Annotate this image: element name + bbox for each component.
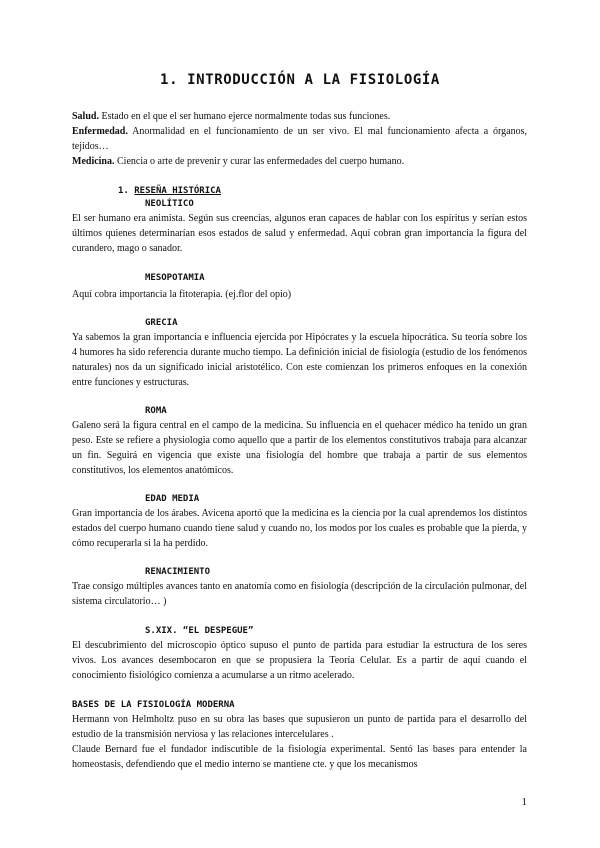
page-number: 1	[521, 796, 527, 808]
definition-text: Estado en el que el ser humano ejerce normalmente todas sus funciones.	[98, 111, 391, 122]
period-text-roma: Galeno será la figura central en el campo de la medicina. Su influencia en el quehacer médico ha tenido un gran peso. Este se refiere a physiologia como aquello que a partir de los elementos constitutivos trabaja para alcanzar un fin. Seguirá en vigencia que existe una fisiología del hombre que trabaja a partir de sus elementos constitutivos, los elementos anatómicos.	[72, 420, 527, 476]
definition-term: Medicina.	[72, 156, 115, 167]
period-text-grecia: Ya sabemos la gran importancia e influencia ejercida por Hipócrates y la escuela hipocrática. Su teoría sobre los 4 humores ha sido referencia durante mucho tiempo. La definición inicial de fisiología (estudio de los fenómenos naturales) nos da un significado inicial aristotélico. Con este comienzan los primeros enfoques en la conexión entre funciones y estructuras.	[72, 332, 527, 388]
period-text-neolitico: El ser humano era animista. Según sus creencias, algunos eran capaces de hablar con los espíritus y serían estos últimos quienes determinarían esos estados de salud y enfermedad. Aquí cobran gran importancia la figura del curandero, mago o sanador.	[72, 213, 527, 254]
period-text-edad-media: Gran importancia de los árabes. Avicena aportó que la medicina es la ciencia por la cual aprendemos los distintos estados del cuerpo humano cuando tiene salud y cuando no, los modos por los cuales es probable que la pierda, y cómo recuperarla si la ha perdido.	[72, 508, 527, 549]
period-heading-roma: ROMA	[145, 406, 167, 416]
period-text-sxix: El descubrimiento del microscopio óptico supuso el punto de partida para estudiar la estructura de los seres vivos. Los avances desembocaron en que se propusiera la Teoría Celular. Es a partir de aquí cuando el conocimiento fisiológico comienza a acumularse a un ritmo acelerado.	[72, 640, 527, 681]
modern-heading: BASES DE LA FISIOLOGÍA MODERNA	[72, 700, 235, 710]
page-title: 1. INTRODUCCIÓN A LA FISIOLOGÍA	[160, 72, 440, 88]
section-number: 1.	[118, 186, 129, 196]
definition-enfermedad	[72, 124, 527, 154]
period-heading-edad-media: EDAD MEDIA	[145, 494, 200, 504]
definition-term: Salud.	[72, 111, 99, 122]
period-heading-neolitico: NEOLÍTICO	[145, 199, 194, 209]
period-text-mesopotamia: Aquí cobra importancia la fitoterapia. (ej.flor del opio)	[72, 289, 292, 300]
section-title: RESEÑA HISTÓRICA	[134, 186, 221, 196]
definition-term: Enfermedad.	[72, 126, 128, 137]
modern-paragraph-helmholtz: Hermann von Helmholtz puso en su obra las bases que supusieron un punto de partida para el desarrollo del estudio de la transmisión nerviosa y las relaciones intercelulares .	[72, 714, 527, 740]
section-heading	[118, 185, 221, 197]
period-heading-grecia: GRECIA	[145, 318, 178, 328]
period-heading-sxix: S.XIX. “EL DESPEGUE”	[145, 626, 254, 636]
modern-paragraph-bernard: Claude Bernard fue el fundador indiscutible de la fisiología experimental. Sentó las bases para entender la homeostasis, defendiendo que el medio interno se mantiene cte. y que los mecanismos	[72, 744, 527, 770]
definition-medicina	[72, 154, 527, 169]
definition-text: Anormalidad en el funcionamiento de un ser vivo. El mal funcionamiento afecta a órganos, tejidos…	[72, 126, 527, 152]
period-heading-renacimiento: RENACIMIENTO	[145, 567, 211, 577]
period-heading-mesopotamia: MESOPOTAMIA	[145, 273, 205, 283]
period-text-renacimiento: Trae consigo múltiples avances tanto en anatomía como en fisiología (descripción de la circulación pulmonar, del sistema circulatorio… )	[72, 581, 527, 607]
definition-salud	[72, 109, 527, 124]
definition-text: Ciencia o arte de prevenir y curar las enfermedades del cuerpo humano.	[114, 156, 405, 167]
